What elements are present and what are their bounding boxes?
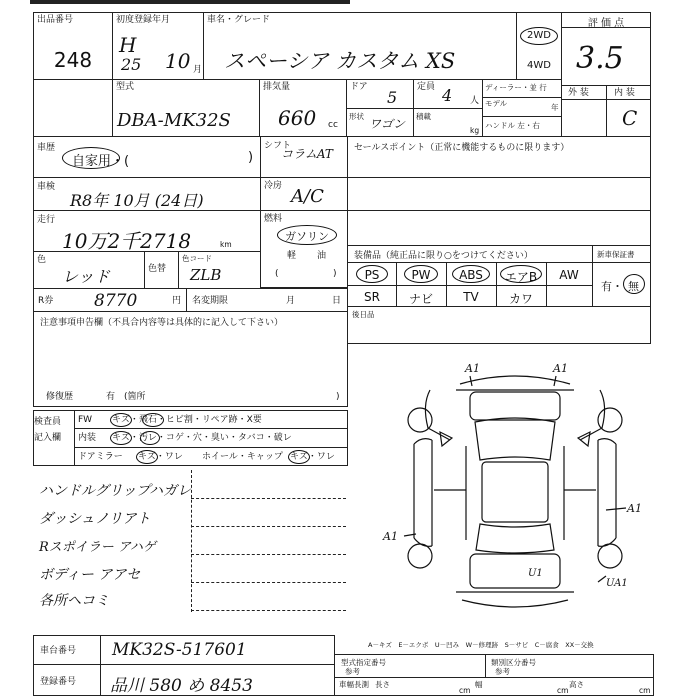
load-label: 積載 <box>416 112 431 121</box>
first-reg-year: 25 <box>121 55 142 74</box>
note-1: ハンドルグリップハガレ <box>39 483 192 499</box>
footer-h: 幅 <box>475 680 483 689</box>
equip-sr: SR <box>364 290 380 304</box>
color-value: レッド <box>62 267 110 286</box>
load-cell <box>413 108 483 137</box>
door-cell <box>346 79 414 109</box>
warranty-cell <box>592 245 651 307</box>
registration-label: 登録番号 <box>40 677 77 687</box>
expiry-month: 月 <box>286 296 296 306</box>
footer-j: 高さ <box>569 680 584 689</box>
recycle-unit: 円 <box>172 296 182 306</box>
inspector-label2: 記入欄 <box>34 433 62 443</box>
capacity-unit: 人 <box>470 96 480 106</box>
selling-label: セールスポイント（正常に機能するものに限ります） <box>354 143 570 153</box>
handwritten-notes <box>33 470 348 615</box>
first-reg-cell <box>112 12 204 80</box>
shift-label: シフト <box>264 141 292 151</box>
equip-navi: ナビ <box>408 292 433 306</box>
mark-a1-right: A1 <box>627 502 642 515</box>
note-4: ボディー アアセ <box>39 567 141 583</box>
fuel-paren-open: ( <box>275 269 279 279</box>
mirror-text: キズ・ワレ <box>138 452 183 462</box>
grade-cell <box>561 85 651 137</box>
int-text: キズ・汚レ・コゲ・穴・臭い・タバコ・破レ <box>112 433 292 443</box>
model-year-label: モデル <box>485 99 508 108</box>
after-cell <box>347 306 651 344</box>
interior-label: 内 装 <box>614 88 635 98</box>
equipment-label: 装備品（純正品に限り○をつけてください） <box>354 251 533 261</box>
footer-a: 型式指定番号 <box>341 658 386 667</box>
drive-4wd: 4WD <box>527 60 551 71</box>
recycle-value: 8770 <box>94 291 138 311</box>
equip-tv: TV <box>463 290 479 304</box>
warranty-no: 無 <box>628 280 639 293</box>
recycle-label: R券 <box>38 296 54 306</box>
mark-a1-front-right: A1 <box>553 362 568 375</box>
interior-grade: C <box>622 106 638 130</box>
dealer-cell <box>482 79 562 137</box>
expiry-day: 日 <box>332 296 342 306</box>
equip-leather: カワ <box>508 292 533 306</box>
use-value: 自家用・( <box>72 154 130 169</box>
mark-a1-left: A1 <box>383 530 398 543</box>
handle-label: ハンドル 左・右 <box>485 121 540 130</box>
chassis-cell <box>33 635 335 665</box>
color-cell <box>33 251 261 289</box>
repair-label: 修復歴 <box>46 392 74 402</box>
note-5: 各所ヘコミ <box>39 593 109 609</box>
color-code-label: 色コード <box>182 254 212 263</box>
inspection-value: R8年 10月 (24日) <box>70 191 204 210</box>
score-label: 評 価 点 <box>587 18 625 29</box>
expiry-label: 名変期限 <box>192 296 229 306</box>
lot-label: 出品番号 <box>37 15 74 25</box>
capacity-cell <box>413 79 483 109</box>
footer-d: 参考 <box>495 667 510 676</box>
notes-cell <box>33 311 348 407</box>
model-name-cell <box>203 12 517 80</box>
mileage-value: 10万2千2718 <box>62 229 192 253</box>
shift-cell <box>260 136 348 178</box>
equip-ps: PS <box>364 268 380 282</box>
body-value: ワゴン <box>369 117 406 131</box>
lot-number: 248 <box>53 48 93 72</box>
inspection-label: 車検 <box>37 182 56 192</box>
wheel-label: ホイール・キャップ <box>202 452 283 462</box>
fw-text: キズ・飛石・ヒビ割・リペア跡・X要 <box>112 415 262 425</box>
registration-cell <box>33 664 335 696</box>
use-close: ) <box>248 150 254 165</box>
fuel-cell <box>260 210 348 288</box>
month-unit: 月 <box>193 65 203 75</box>
model-name-label: 車名・グレード <box>207 15 271 25</box>
capacity-label: 定員 <box>417 82 436 92</box>
ac-label: 冷房 <box>264 181 283 191</box>
body-cell <box>346 108 414 137</box>
fw-label: FW <box>78 415 93 425</box>
warranty-label: 新車保証書 <box>597 250 635 259</box>
equipment-cell <box>347 245 593 307</box>
color-change-label: 色替 <box>148 264 167 274</box>
notes-label: 注意事項申告欄（不具合内容等は具体的に記入して下さい） <box>40 318 284 328</box>
footer-k: cm <box>639 686 651 695</box>
equip-airbag: エアB <box>504 270 538 284</box>
fuel-label: 燃料 <box>264 214 283 224</box>
selling-cell <box>347 136 651 246</box>
equip-pw: PW <box>411 268 431 282</box>
color-label: 色 <box>37 255 47 265</box>
mark-u1: U1 <box>528 568 543 579</box>
model-year-unit: 年 <box>551 103 559 112</box>
type-value: DBA-MK32S <box>117 110 231 131</box>
type-cell <box>112 79 260 137</box>
model-name: スペーシア カスタム XS <box>224 49 456 73</box>
repair-value: 有 (箇所 <box>106 392 146 402</box>
warranty-yes: 有・ <box>601 280 623 293</box>
displacement-cell <box>259 79 347 137</box>
fuel-paren-close: ) <box>333 269 337 279</box>
mark-a1-front-left: A1 <box>465 362 480 375</box>
equip-abs: ABS <box>459 268 483 282</box>
fuel-value: ガソリン <box>285 230 329 243</box>
use-label: 車歴 <box>37 143 56 153</box>
after-label: 後日品 <box>352 310 375 319</box>
mirror-label: ドアミラー <box>78 452 123 462</box>
chassis-label: 車台番号 <box>40 646 77 656</box>
load-unit: kg <box>470 126 480 135</box>
inspection-cell <box>33 177 261 211</box>
door-label: ドア <box>350 82 368 92</box>
footer-spec-cell <box>334 654 654 696</box>
recycle-cell <box>33 288 348 312</box>
drive-2wd: 2WD <box>527 30 551 41</box>
top-strip <box>30 0 350 4</box>
ac-value: A/C <box>291 186 324 207</box>
mileage-unit: km <box>220 240 232 249</box>
inspector-label1: 検査員 <box>34 417 62 427</box>
first-reg-month: 10 <box>165 49 191 73</box>
displacement-label: 排気量 <box>263 82 291 92</box>
score-cell <box>561 12 651 86</box>
ac-cell <box>260 177 348 211</box>
mileage-label: 走行 <box>37 215 56 225</box>
exterior-label: 外 装 <box>568 88 589 98</box>
lot-cell <box>33 12 113 80</box>
footer-f: 長さ <box>375 680 390 689</box>
displacement-unit: cc <box>328 120 338 130</box>
shift-value: コラムAT <box>281 147 333 161</box>
body-label: 形状 <box>349 112 364 121</box>
first-reg-label: 初度登録年月 <box>116 15 171 25</box>
mark-rear-right: UA1 <box>606 578 628 589</box>
type-label: 型式 <box>116 82 135 92</box>
footer-i: cm <box>557 686 569 695</box>
footer-g: cm <box>459 686 471 695</box>
footer-e: 車幅長測 <box>339 680 369 689</box>
registration-value: 品川 580 め 8453 <box>110 676 253 696</box>
first-reg-era: H <box>119 33 137 57</box>
lot-blank <box>33 79 113 137</box>
equip-aw: AW <box>559 268 579 282</box>
wheel-text: キズ・ワレ <box>290 452 335 462</box>
drive-cell <box>516 12 562 80</box>
repair-close: ) <box>336 392 340 402</box>
inspector-cell <box>33 410 348 466</box>
capacity-value: 4 <box>442 86 453 105</box>
use-cell <box>33 136 261 178</box>
mileage-cell <box>33 210 261 252</box>
fuel-alt1: 軽 <box>287 251 297 261</box>
fuel-alt2: 油 <box>317 251 327 261</box>
color-code-value: ZLB <box>190 266 222 284</box>
damage-legend: A－キズ E－エクボ U－凹み W－修理跡 S－サビ C－腐食 XX－交換 <box>368 641 594 649</box>
dealer-label: ディーラー・並 行 <box>485 83 547 92</box>
footer-b: 参考 <box>345 667 360 676</box>
footer-c: 類別区分番号 <box>491 658 536 667</box>
chassis-value: MK32S-517601 <box>112 640 247 660</box>
door-value: 5 <box>387 88 398 107</box>
score-value: 3.5 <box>576 41 624 76</box>
note-3: Rスポイラー アハゲ <box>39 540 156 555</box>
note-2: ダッシュノリアト <box>39 511 151 527</box>
int-label: 内装 <box>78 433 97 443</box>
displacement-value: 660 <box>278 106 317 130</box>
